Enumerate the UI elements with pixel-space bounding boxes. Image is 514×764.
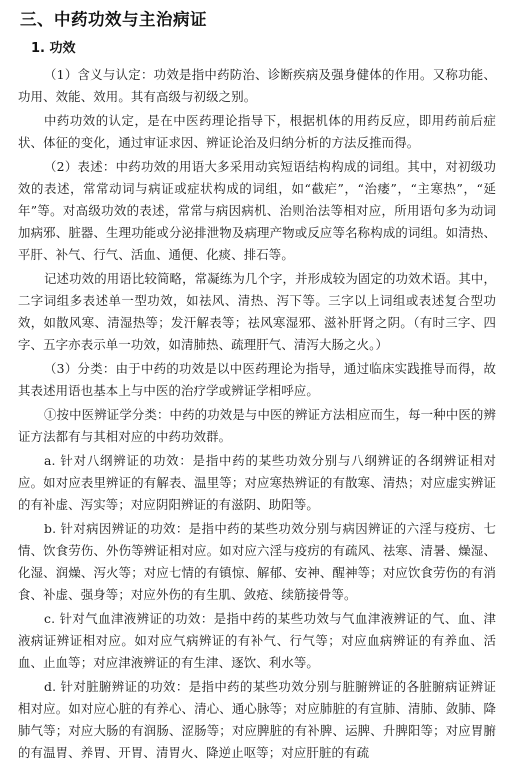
subsection-title: 1. 功效	[31, 41, 76, 56]
paragraph-terminology: 记述功效的用语比较简略，常凝练为几个字，并形成较为固定的功效术语。其中，二字词组多表述单一型功效，如祛风、清热、泻下等。三字以上词组或表述复合型功效，如散风寒、清湿热等；发汗解表等；祛风寒湿邪、滋补肝肾之阴。（有时三字、四字、五字亦表示单一功效，如清肺热、疏理肝气、清泻大肠之火。）	[18, 271, 496, 352]
paragraph-syndrome-classification: ①按中医辨证学分类：中药的功效是与中医的辨证方法相应而生，每一种中医的辨证方法都有与其相对应的中药功效群。	[18, 407, 496, 444]
paragraph-expression: （2）表述：中药功效的用语大多采用动宾短语结构构成的词组。其中，对初级功效的表述，常常动词与病证或症状构成的词组，如“截疟”，“治瘘”，“主寒热”，“延年”等。对高级功效的表述，常常与病因病机、治则治法等相对应，所用语句多为动词加病邪、脏器、生理功能或分泌排泄物及病理产物或反应等名称构成的词组。如清热、平肝、补气、行气、活血、通便、化痰、排石等。	[18, 159, 496, 262]
paragraph-eight-principles: a. 针对八纲辨证的功效：是指中药的某些功效分别与八纲辨证的各纲辨证相对应。如对应表里辨证的有解表、温里等；对应寒热辨证的有散寒、清热；对应虚实辨证的有补虚、泻实等；对应阴阳辨证的有滋阴、助阳等。	[18, 453, 496, 512]
paragraph-recognition: 中药功效的认定，是在中医药理论指导下，根据机体的用药反应，即用药前后症状、体征的变化，通过审证求因、辨证论治及归纳分析的方法反推而得。	[18, 113, 496, 150]
paragraph-etiology: b. 针对病因辨证的功效：是指中药的某些功效分别与病因辨证的六淫与疫疠、七情、饮食劳伤、外伤等辨证相对应。如对应六淫与疫疠的有疏风、祛寒、清暑、燥湿、化湿、润燥、泻火等；对应七情的有镇惊、解郁、安神、醒神等；对应饮食劳伤的有消食、补虚、强身等；对应外伤的有生肌、敛疮、续筋接骨等。	[18, 521, 496, 602]
paragraph-classification: （3）分类：由于中药的功效是以中医药理论为指导，通过临床实践推导而得，故其表述用语也基本上与中医的治疗学或辨证学相呼应。	[18, 361, 496, 398]
paragraph-qi-blood-fluid: c. 针对气血津液辨证的功效：是指中药的某些功效与气血津液辨证的气、血、津液病证辨证相对应。如对应气病辨证的有补气、行气等；对应血病辨证的有养血、活血、止血等；对应津液辨证的有生津、逐饮、利水等。	[18, 611, 496, 670]
paragraph-zang-fu: d. 针对脏腑辨证的功效：是指中药的某些功效分别与脏腑辨证的各脏腑病证辨证相对应。如对应心脏的有养心、清心、通心脉等；对应肺脏的有宣肺、清肺、敛肺、降肺气等；对应大肠的有润肠、涩肠等；对应脾脏的有补脾、运脾、升脾阳等；对应胃腑的有温胃、养胃、开胃、清胃火、降逆止呕等；对应肝脏的有疏	[18, 679, 496, 760]
paragraph-definition: （1）含义与认定：功效是指中药防治、诊断疾病及强身健体的作用。又称功能、功用、效能、效用。其有高级与初级之别。	[18, 67, 496, 104]
section-title: 三、中药功效与主治病证	[20, 10, 207, 29]
